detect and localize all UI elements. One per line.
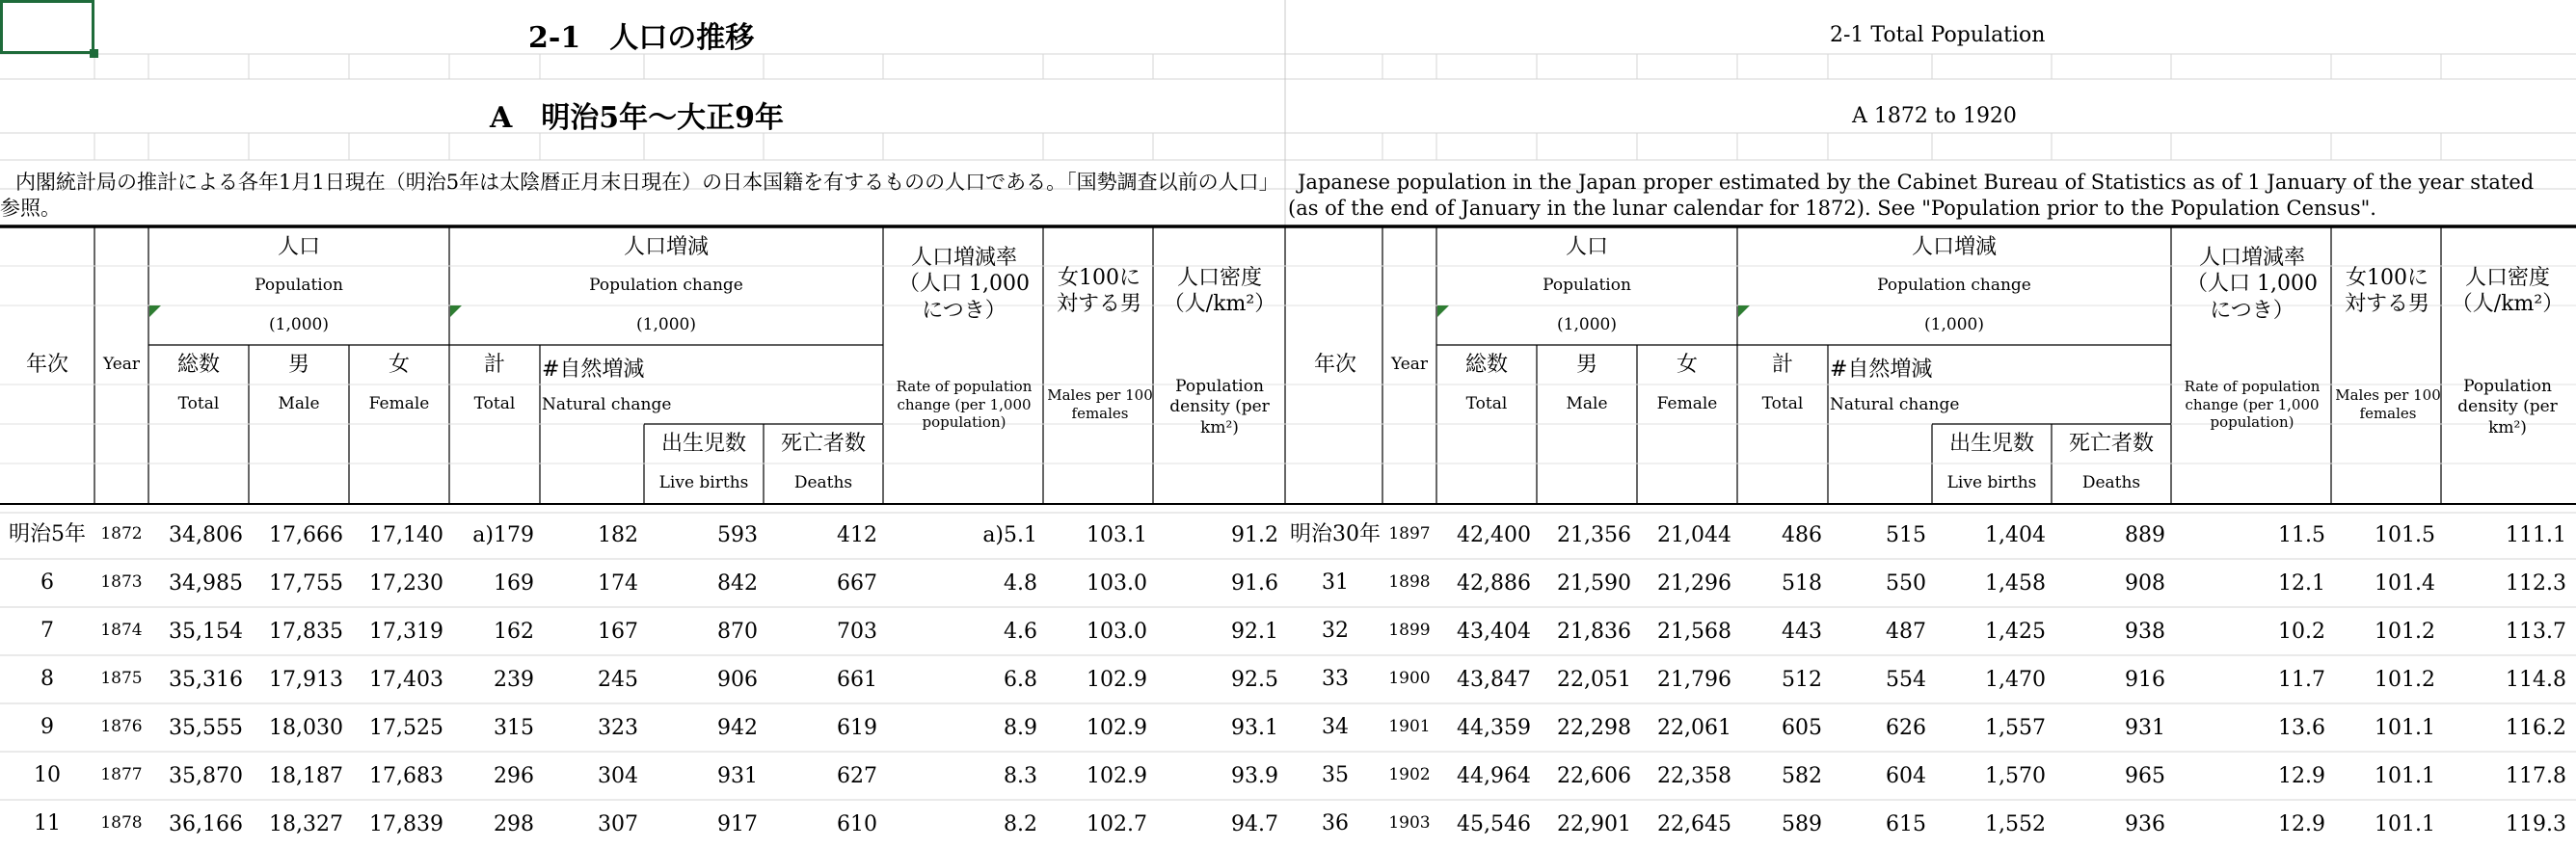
cell-year-en[interactable]: 1876 (100, 717, 143, 737)
cell-rate[interactable]: 11.7 (2278, 667, 2325, 692)
cell-natural-change[interactable]: 182 (598, 522, 638, 547)
cell-sex-ratio[interactable]: 101.2 (2375, 619, 2435, 644)
cell-natural-change[interactable]: 554 (1886, 667, 1926, 692)
cell-live-births[interactable]: 917 (717, 811, 758, 836)
cell-live-births[interactable]: 1,552 (1985, 811, 2046, 836)
hdr-male-en: Male (1566, 393, 1608, 413)
cell-rate[interactable]: 12.1 (2278, 570, 2325, 596)
hdr-pop-en: Population (255, 275, 343, 295)
hdr-chg-jp: 人口増減 (623, 235, 709, 260)
cell-live-births[interactable]: 1,425 (1985, 619, 2046, 644)
cell-density[interactable]: 93.1 (1231, 715, 1278, 740)
cell-year-jp[interactable]: 36 (1322, 811, 1349, 836)
cell-total[interactable]: 44,964 (1457, 763, 1531, 788)
cell-sex-ratio[interactable]: 103.0 (1087, 619, 1147, 644)
hdr-deaths-en: Deaths (2081, 473, 2141, 493)
title-en: 2-1 Total Population (1830, 23, 2046, 47)
cell-change-total[interactable]: 296 (494, 763, 534, 788)
cell-change-total[interactable]: 486 (1782, 522, 1822, 547)
cell-year-jp[interactable]: 32 (1322, 619, 1349, 644)
cell-total[interactable]: 43,404 (1457, 619, 1531, 644)
cell-total[interactable]: 35,870 (169, 763, 243, 788)
hdr-ctotal-jp: 計 (483, 352, 505, 377)
hdr-deaths-en: Deaths (793, 473, 853, 493)
cell-year-en[interactable]: 1899 (1388, 621, 1431, 641)
hdr-year-jp: 年次 (1313, 352, 1356, 377)
hdr-deaths-jp: 死亡者数 (780, 431, 866, 456)
hdr-male-jp: 男 (287, 352, 309, 377)
cell-male[interactable]: 22,051 (1557, 667, 1631, 692)
cell-year-en[interactable]: 1900 (1388, 669, 1431, 689)
hdr-female-en: Female (1656, 393, 1718, 413)
cell-rate[interactable]: 12.9 (2278, 763, 2325, 788)
cell-rate[interactable]: 11.5 (2278, 522, 2325, 547)
cell-male[interactable]: 22,901 (1557, 811, 1631, 836)
subtitle-jp: A 明治5年〜大正9年 (490, 101, 785, 135)
cell-natural-change[interactable]: 167 (598, 619, 638, 644)
cell-density[interactable]: 112.3 (2506, 570, 2566, 596)
cell-natural-change[interactable]: 604 (1886, 763, 1926, 788)
cell-change-total[interactable]: 589 (1782, 811, 1822, 836)
cell-deaths[interactable]: 965 (2125, 763, 2165, 788)
hdr-nat-en: Natural change (542, 395, 672, 414)
cell-male[interactable]: 21,590 (1557, 570, 1631, 596)
cell-sex-ratio[interactable]: 101.4 (2375, 570, 2435, 596)
cell-total[interactable]: 42,400 (1457, 522, 1531, 547)
hdr-ctotal-en: Total (473, 393, 516, 413)
cell-sex-ratio[interactable]: 102.9 (1087, 715, 1147, 740)
hdr-total-en: Total (1465, 393, 1508, 413)
hdr-nat-jp: #自然増減 (542, 358, 645, 382)
cell-natural-change[interactable]: 323 (598, 715, 638, 740)
cell-natural-change[interactable]: 245 (598, 667, 638, 692)
cell-sex-ratio[interactable]: 102.9 (1087, 763, 1147, 788)
hdr-dens-jp: 人口密度（人/km²） (1163, 265, 1276, 316)
cell-density[interactable]: 91.2 (1231, 522, 1278, 547)
cell-male[interactable]: 18,030 (269, 715, 343, 740)
cell-rate[interactable]: 8.9 (1004, 715, 1037, 740)
cell-density[interactable]: 92.1 (1231, 619, 1278, 644)
hdr-ctotal-en: Total (1761, 393, 1804, 413)
cell-female[interactable]: 17,525 (369, 715, 443, 740)
hdr-sex-en: Males per 100 females (2335, 386, 2441, 422)
cell-natural-change[interactable]: 515 (1886, 522, 1926, 547)
cell-live-births[interactable]: 1,404 (1985, 522, 2046, 547)
cell-year-jp[interactable]: 明治5年 (9, 522, 86, 547)
cell-male[interactable]: 18,187 (269, 763, 343, 788)
cell-density[interactable]: 111.1 (2506, 522, 2566, 547)
cell-year-en[interactable]: 1875 (100, 669, 143, 689)
cell-year-en[interactable]: 1898 (1388, 572, 1431, 593)
cell-deaths[interactable]: 661 (837, 667, 877, 692)
hdr-rate-jp: 人口増減率（人口 1,000 につき） (899, 245, 1030, 323)
cell-year-en[interactable]: 1901 (1388, 717, 1431, 737)
hdr-year-en: Year (102, 354, 141, 374)
hdr-chg-jp: 人口増減 (1911, 235, 1997, 260)
cell-year-jp[interactable]: 7 (40, 619, 54, 644)
cell-female[interactable]: 17,140 (369, 522, 443, 547)
cell-deaths[interactable]: 619 (837, 715, 877, 740)
cell-male[interactable]: 21,356 (1557, 522, 1631, 547)
cell-year-jp[interactable]: 9 (40, 715, 54, 740)
cell-sex-ratio[interactable]: 101.1 (2375, 811, 2435, 836)
cell-live-births[interactable]: 1,570 (1985, 763, 2046, 788)
cell-rate[interactable]: 8.2 (1004, 811, 1037, 836)
hdr-chg-unit: (1,000) (1924, 314, 1984, 334)
cell-deaths[interactable]: 938 (2125, 619, 2165, 644)
cell-natural-change[interactable]: 550 (1886, 570, 1926, 596)
hdr-births-jp: 出生児数 (1948, 431, 2034, 456)
cell-female[interactable]: 22,645 (1657, 811, 1731, 836)
hdr-dens-jp: 人口密度（人/km²） (2451, 265, 2564, 316)
hdr-births-en: Live births (1946, 473, 2037, 493)
cell-total[interactable]: 34,806 (169, 522, 243, 547)
hdr-births-jp: 出生児数 (660, 431, 746, 456)
cell-rate[interactable]: 6.8 (1004, 667, 1037, 692)
cell-natural-change[interactable]: 304 (598, 763, 638, 788)
cell-male[interactable]: 22,606 (1557, 763, 1631, 788)
cell-density[interactable]: 94.7 (1231, 811, 1278, 836)
cell-year-jp[interactable]: 31 (1322, 570, 1349, 596)
cell-female[interactable]: 17,319 (369, 619, 443, 644)
title-jp: 2-1 人口の推移 (528, 21, 755, 55)
cell-deaths[interactable]: 627 (837, 763, 877, 788)
hdr-female-en: Female (368, 393, 430, 413)
cell-deaths[interactable]: 931 (2125, 715, 2165, 740)
cell-year-jp[interactable]: 8 (40, 667, 54, 692)
note-en: Japanese population in the Japan proper estimated by the Cabinet Bureau of Statistics as of 1 January of the year stated (as of the end of January in the lunar calendar for 1872). See "Population prior to the Population Census". (1288, 171, 2535, 220)
cell-female[interactable]: 22,358 (1657, 763, 1731, 788)
cell-change-total[interactable]: 582 (1782, 763, 1822, 788)
hdr-chg-unit: (1,000) (636, 314, 696, 334)
cell-year-jp[interactable]: 明治30年 (1290, 522, 1381, 547)
hdr-pop-jp: 人口 (277, 235, 320, 260)
cell-male[interactable]: 22,298 (1557, 715, 1631, 740)
cell-female[interactable]: 17,403 (369, 667, 443, 692)
hdr-dens-en: Population density (per km²) (1169, 377, 1270, 437)
cell-total[interactable]: 35,316 (169, 667, 243, 692)
hdr-rate-jp: 人口増減率（人口 1,000 につき） (2187, 245, 2318, 323)
cell-total[interactable]: 43,847 (1457, 667, 1531, 692)
cell-change-total[interactable]: 169 (494, 570, 534, 596)
hdr-pop-unit: (1,000) (1557, 314, 1617, 334)
cell-male[interactable]: 17,666 (269, 522, 343, 547)
hdr-female-jp: 女 (388, 352, 410, 377)
hdr-deaths-jp: 死亡者数 (2068, 431, 2154, 456)
cell-natural-change[interactable]: 174 (598, 570, 638, 596)
hdr-total-jp: 総数 (176, 352, 220, 377)
cell-female[interactable]: 21,296 (1657, 570, 1731, 596)
cell-deaths[interactable]: 889 (2125, 522, 2165, 547)
cell-year-en[interactable]: 1878 (100, 813, 143, 834)
cell-female[interactable]: 21,044 (1657, 522, 1731, 547)
cell-live-births[interactable]: 1,470 (1985, 667, 2046, 692)
cell-sex-ratio[interactable]: 101.2 (2375, 667, 2435, 692)
cell-density[interactable]: 93.9 (1231, 763, 1278, 788)
cell-year-en[interactable]: 1897 (1388, 524, 1431, 544)
cell-total[interactable]: 44,359 (1457, 715, 1531, 740)
cell-deaths[interactable]: 936 (2125, 811, 2165, 836)
cell-rate[interactable]: 10.2 (2278, 619, 2325, 644)
hdr-pop-en: Population (1543, 275, 1631, 295)
hdr-year-jp: 年次 (25, 352, 68, 377)
cell-density[interactable]: 116.2 (2506, 715, 2566, 740)
hdr-year-en: Year (1390, 354, 1429, 374)
cell-density[interactable]: 114.8 (2506, 667, 2566, 692)
hdr-pop-jp: 人口 (1565, 235, 1608, 260)
cell-year-jp[interactable]: 35 (1322, 763, 1349, 788)
cell-rate[interactable]: 4.6 (1004, 619, 1037, 644)
hdr-pop-unit: (1,000) (269, 314, 329, 334)
cell-deaths[interactable]: 667 (837, 570, 877, 596)
cell-year-en[interactable]: 1903 (1388, 813, 1431, 834)
cell-change-total[interactable]: 315 (494, 715, 534, 740)
cell-sex-ratio[interactable]: 101.1 (2375, 763, 2435, 788)
cell-female[interactable]: 17,839 (369, 811, 443, 836)
cell-rate[interactable]: 13.6 (2278, 715, 2325, 740)
fill-handle[interactable] (90, 49, 98, 58)
cell-sex-ratio[interactable]: 101.5 (2375, 522, 2435, 547)
hdr-sex-en: Males per 100 females (1047, 386, 1153, 422)
cell-density[interactable]: 117.8 (2506, 763, 2566, 788)
cell-year-jp[interactable]: 34 (1322, 715, 1349, 740)
cell-sex-ratio[interactable]: 102.9 (1087, 667, 1147, 692)
cell-sex-ratio[interactable]: 103.0 (1087, 570, 1147, 596)
cell-change-total[interactable]: 518 (1782, 570, 1822, 596)
cell-rate[interactable]: 4.8 (1004, 570, 1037, 596)
cell-density[interactable]: 91.6 (1231, 570, 1278, 596)
cell-live-births[interactable]: 906 (717, 667, 758, 692)
cell-natural-change[interactable]: 307 (598, 811, 638, 836)
note-jp: 内閣統計局の推計による各年1月1日現在（明治5年は太陰暦正月末日現在）の日本国籍を有するものの人口である。「国勢調査以前の人口」参照。 (0, 171, 1270, 220)
hdr-chg-en: Population change (589, 275, 743, 295)
cell-rate[interactable]: 8.3 (1004, 763, 1037, 788)
cell-natural-change[interactable]: 615 (1886, 811, 1926, 836)
cell-change-total[interactable]: 298 (494, 811, 534, 836)
cell-change-total[interactable]: 162 (494, 619, 534, 644)
cell-live-births[interactable]: 931 (717, 763, 758, 788)
cell-female[interactable]: 17,683 (369, 763, 443, 788)
cell-year-en[interactable]: 1877 (100, 765, 143, 785)
cell-live-births[interactable]: 842 (717, 570, 758, 596)
hdr-sex-jp: 女100に対する男 (2344, 265, 2429, 316)
hdr-ctotal-jp: 計 (1771, 352, 1793, 377)
hdr-sex-jp: 女100に対する男 (1056, 265, 1141, 316)
cell-male[interactable]: 17,755 (269, 570, 343, 596)
cell-change-total[interactable]: 443 (1782, 619, 1822, 644)
hdr-rate-en: Rate of population change (per 1,000 population) (896, 377, 1033, 432)
cell-year-en[interactable]: 1902 (1388, 765, 1431, 785)
hdr-male-en: Male (278, 393, 320, 413)
cell-natural-change[interactable]: 487 (1886, 619, 1926, 644)
cell-total[interactable]: 35,154 (169, 619, 243, 644)
hdr-dens-en: Population density (per km²) (2457, 377, 2558, 437)
hdr-male-jp: 男 (1575, 352, 1597, 377)
cell-deaths[interactable]: 610 (837, 811, 877, 836)
cell-male[interactable]: 21,836 (1557, 619, 1631, 644)
cell-live-births[interactable]: 942 (717, 715, 758, 740)
cell-year-jp[interactable]: 6 (40, 570, 54, 596)
hdr-births-en: Live births (658, 473, 749, 493)
cell-change-total[interactable]: 239 (494, 667, 534, 692)
hdr-nat-en: Natural change (1830, 395, 1960, 414)
cell-year-jp[interactable]: 10 (34, 763, 61, 788)
subtitle-en: A 1872 to 1920 (1852, 104, 2017, 128)
cell-deaths[interactable]: 908 (2125, 570, 2165, 596)
cell-total[interactable]: 42,886 (1457, 570, 1531, 596)
cell-sex-ratio[interactable]: 103.1 (1087, 522, 1147, 547)
cell-live-births[interactable]: 1,557 (1985, 715, 2046, 740)
cell-total[interactable]: 36,166 (169, 811, 243, 836)
cell-change-total[interactable]: 512 (1782, 667, 1822, 692)
cell-deaths[interactable]: 412 (837, 522, 877, 547)
cell-deaths[interactable]: 703 (837, 619, 877, 644)
cell-female[interactable]: 21,796 (1657, 667, 1731, 692)
cell-density[interactable]: 113.7 (2506, 619, 2566, 644)
hdr-chg-en: Population change (1877, 275, 2031, 295)
cell-change-total[interactable]: 605 (1782, 715, 1822, 740)
cell-male[interactable]: 17,913 (269, 667, 343, 692)
cell-deaths[interactable]: 916 (2125, 667, 2165, 692)
cell-change-total[interactable]: a)179 (472, 522, 534, 547)
cell-sex-ratio[interactable]: 101.1 (2375, 715, 2435, 740)
cell-live-births[interactable]: 870 (717, 619, 758, 644)
cell-female[interactable]: 21,568 (1657, 619, 1731, 644)
hdr-total-en: Total (177, 393, 220, 413)
cell-sex-ratio[interactable]: 102.7 (1087, 811, 1147, 836)
cell-density[interactable]: 92.5 (1231, 667, 1278, 692)
cell-year-en[interactable]: 1872 (100, 524, 143, 544)
cell-live-births[interactable]: 1,458 (1985, 570, 2046, 596)
cell-male[interactable]: 17,835 (269, 619, 343, 644)
cell-density[interactable]: 119.3 (2506, 811, 2566, 836)
cell-live-births[interactable]: 593 (717, 522, 758, 547)
cell-total[interactable]: 45,546 (1457, 811, 1531, 836)
hdr-nat-jp: #自然増減 (1830, 358, 1933, 382)
hdr-rate-en: Rate of population change (per 1,000 population) (2184, 377, 2321, 432)
cell-female[interactable]: 17,230 (369, 570, 443, 596)
hdr-female-jp: 女 (1676, 352, 1698, 377)
cell-rate[interactable]: 12.9 (2278, 811, 2325, 836)
hdr-total-jp: 総数 (1464, 352, 1508, 377)
cell-total[interactable]: 34,985 (169, 570, 243, 596)
cell-natural-change[interactable]: 626 (1886, 715, 1926, 740)
cell-female[interactable]: 22,061 (1657, 715, 1731, 740)
cell-year-en[interactable]: 1874 (100, 621, 143, 641)
cell-male[interactable]: 18,327 (269, 811, 343, 836)
cell-year-en[interactable]: 1873 (100, 572, 143, 593)
selected-cell[interactable] (0, 0, 94, 54)
cell-total[interactable]: 35,555 (169, 715, 243, 740)
cell-year-jp[interactable]: 33 (1322, 667, 1349, 692)
cell-year-jp[interactable]: 11 (34, 811, 61, 836)
cell-rate[interactable]: a)5.1 (982, 522, 1037, 547)
